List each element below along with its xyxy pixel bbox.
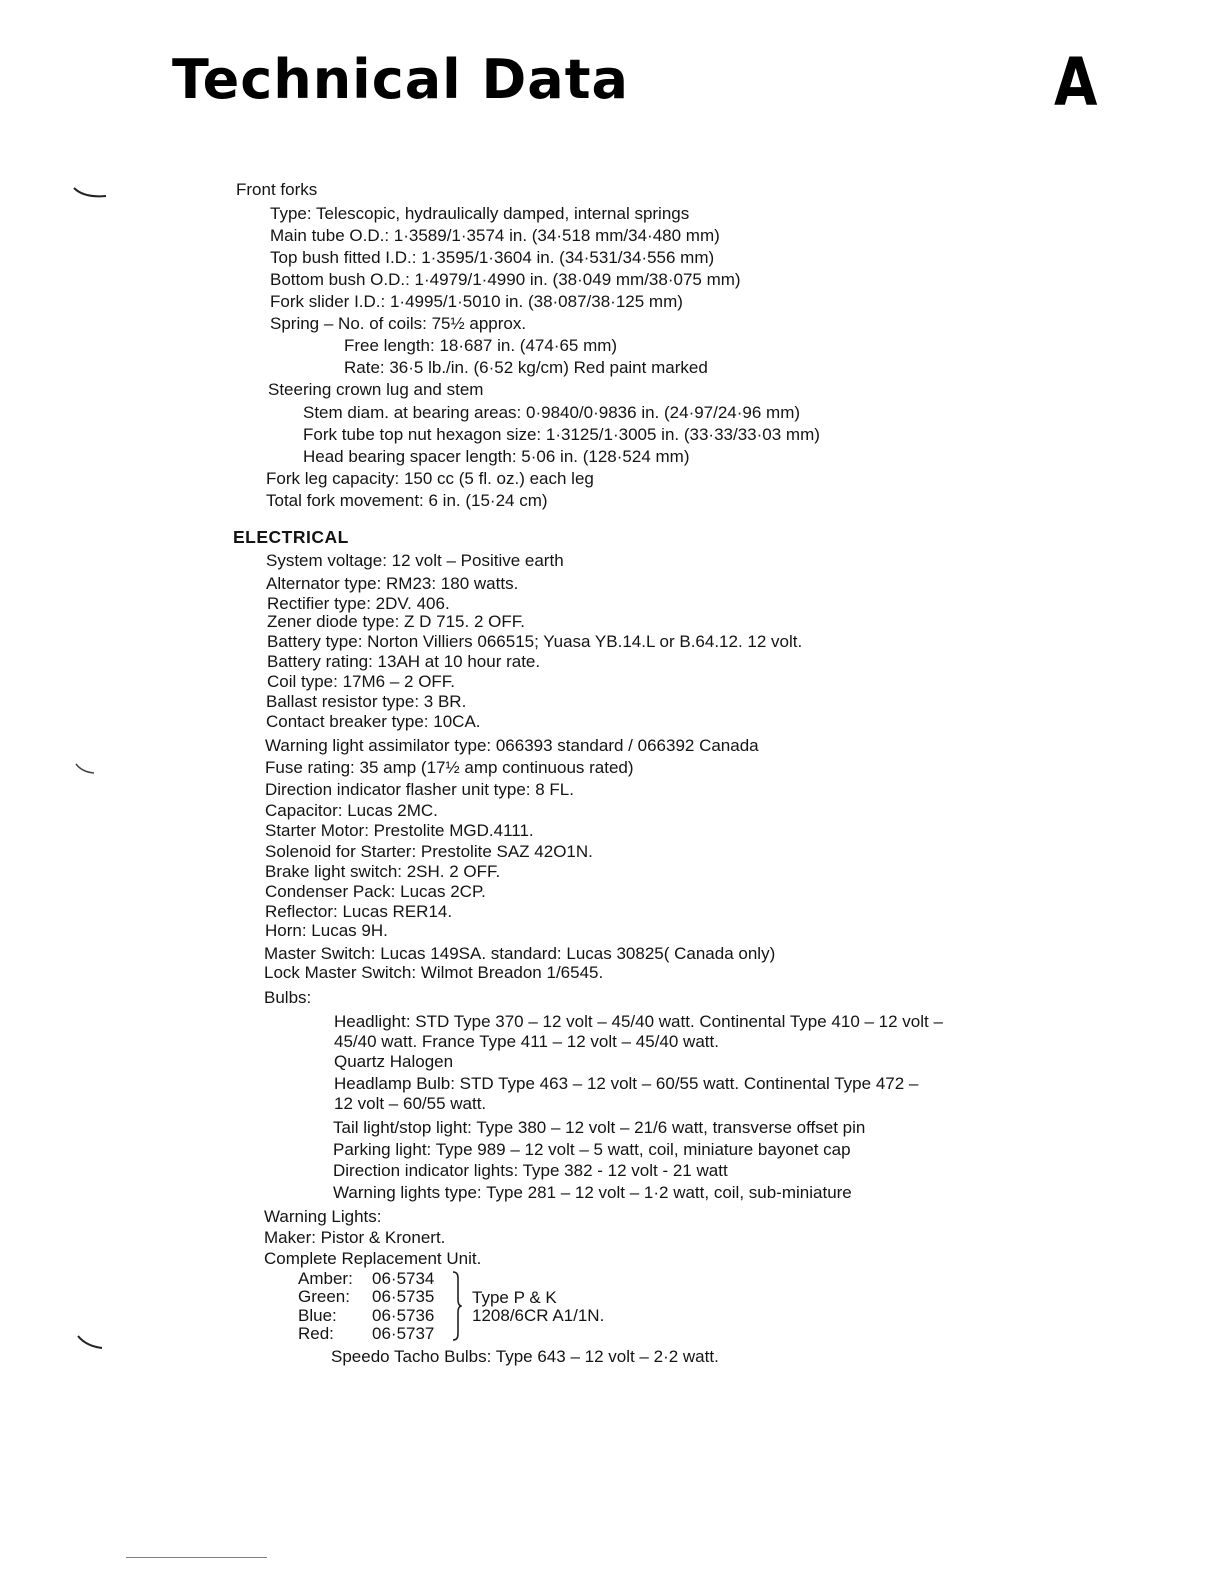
headlight-line-1: Headlight: STD Type 370 – 12 volt – 45/40 watt. Continental Type 410 – 12 volt –	[334, 1012, 943, 1031]
electrical-item: Solenoid for Starter: Prestolite SAZ 42O1N.	[265, 842, 593, 861]
electrical-item: Horn: Lucas 9H.	[265, 921, 388, 940]
type-pk-code: 1208/6CR A1/1N.	[472, 1306, 605, 1325]
colour-code: 06·5736	[372, 1306, 435, 1325]
colour-code: 06·5737	[372, 1324, 435, 1343]
electrical-item: Lock Master Switch: Wilmot Breadon 1/6545.	[264, 963, 604, 982]
stem-diameter: Stem diam. at bearing areas: 0·9840/0·9836 in. (24·97/24·96 mm)	[303, 403, 801, 422]
electrical-item: Ballast resistor type: 3 BR.	[266, 692, 467, 711]
headlight-line-2: 45/40 watt. France Type 411 – 12 volt – 45/40 watt.	[334, 1032, 719, 1051]
headlamp-line-1: Headlamp Bulb: STD Type 463 – 12 volt – 60/55 watt. Continental Type 472 –	[334, 1074, 919, 1093]
electrical-item: Capacitor: Lucas 2MC.	[265, 801, 438, 820]
margin-mark	[72, 186, 108, 202]
colour-label: Red:	[298, 1324, 334, 1343]
electrical-item: System voltage: 12 volt – Positive earth	[266, 551, 564, 570]
warning-lights-type: Warning lights type: Type 281 – 12 volt – 1·2 watt, coil, sub-miniature	[333, 1183, 852, 1202]
colour-label: Amber:	[298, 1269, 353, 1288]
electrical-item: Fuse rating: 35 amp (17½ amp continuous rated)	[265, 758, 634, 777]
bottom-bush-od: Bottom bush O.D.: 1·4979/1·4990 in. (38·049 mm/38·075 mm)	[270, 270, 741, 289]
tail-light: Tail light/stop light: Type 380 – 12 volt – 21/6 watt, transverse offset pin	[333, 1118, 866, 1137]
fork-leg-capacity: Fork leg capacity: 150 cc (5 fl. oz.) each leg	[266, 469, 594, 488]
quartz-halogen: Quartz Halogen	[334, 1052, 454, 1071]
electrical-item: Reflector: Lucas RER14.	[265, 902, 453, 921]
footer-rule	[126, 1557, 267, 1558]
spring-free-length: Free length: 18·687 in. (474·65 mm)	[344, 336, 618, 355]
type-pk: Type P & K	[472, 1288, 557, 1307]
fork-type: Type: Telescopic, hydraulically damped, internal springs	[270, 204, 690, 223]
colour-label: Green:	[298, 1287, 350, 1306]
electrical-item: Direction indicator flasher unit type: 8 FL.	[265, 780, 574, 799]
replacement-unit: Complete Replacement Unit.	[264, 1249, 482, 1268]
page-title: Technical Data	[172, 48, 629, 111]
front-forks-heading: Front forks	[236, 180, 318, 199]
fork-movement: Total fork movement: 6 in. (15·24 cm)	[266, 491, 548, 510]
direction-indicator-lights: Direction indicator lights: Type 382 - 12 volt - 21 watt	[333, 1161, 728, 1180]
bulbs-heading: Bulbs:	[264, 988, 312, 1007]
warning-lights-maker: Maker: Pistor & Kronert.	[264, 1228, 446, 1247]
electrical-item: Coil type: 17M6 – 2 OFF.	[267, 672, 456, 691]
colour-code: 06·5735	[372, 1287, 435, 1306]
electrical-item: Condenser Pack: Lucas 2CP.	[265, 882, 486, 901]
electrical-item: Starter Motor: Prestolite MGD.4111.	[265, 821, 534, 840]
spacer-length: Head bearing spacer length: 5·06 in. (128·524 mm)	[303, 447, 690, 466]
spring-rate: Rate: 36·5 lb./in. (6·52 kg/cm) Red paint marked	[344, 358, 708, 377]
warning-lights-heading: Warning Lights:	[264, 1207, 382, 1226]
fork-slider-id: Fork slider I.D.: 1·4995/1·5010 in. (38·087/38·125 mm)	[270, 292, 683, 311]
headlamp-line-2: 12 volt – 60/55 watt.	[334, 1094, 487, 1113]
top-nut-size: Fork tube top nut hexagon size: 1·3125/1·3005 in. (33·33/33·03 mm)	[303, 425, 820, 444]
electrical-item: Master Switch: Lucas 149SA. standard: Lucas 30825( Canada only)	[264, 944, 776, 963]
electrical-heading: ELECTRICAL	[233, 527, 349, 547]
electrical-item: Battery rating: 13AH at 10 hour rate.	[267, 652, 541, 671]
electrical-item: Alternator type: RM23: 180 watts.	[266, 574, 519, 593]
electrical-item: Rectifier type: 2DV. 406.	[267, 594, 450, 613]
speedo-tacho-bulbs: Speedo Tacho Bulbs: Type 643 – 12 volt – 2·2 watt.	[331, 1347, 719, 1366]
margin-mark	[74, 762, 96, 776]
section-letter: A	[1054, 44, 1098, 121]
colour-label: Blue:	[298, 1306, 337, 1325]
electrical-item: Contact breaker type: 10CA.	[266, 712, 481, 731]
steering-heading: Steering crown lug and stem	[268, 380, 484, 399]
grouping-brace	[450, 1270, 462, 1342]
top-bush-id: Top bush fitted I.D.: 1·3595/1·3604 in. (34·531/34·556 mm)	[270, 248, 715, 267]
electrical-item: Brake light switch: 2SH. 2 OFF.	[265, 862, 501, 881]
electrical-item: Warning light assimilator type: 066393 standard / 066392 Canada	[265, 736, 759, 755]
electrical-item: Zener diode type: Z D 715. 2 OFF.	[267, 612, 525, 631]
parking-light: Parking light: Type 989 – 12 volt – 5 watt, coil, miniature bayonet cap	[333, 1140, 851, 1159]
spring-coils: Spring – No. of coils: 75½ approx.	[270, 314, 527, 333]
colour-code: 06·5734	[372, 1269, 435, 1288]
main-tube-od: Main tube O.D.: 1·3589/1·3574 in. (34·518 mm/34·480 mm)	[270, 226, 720, 245]
margin-mark	[76, 1334, 104, 1352]
electrical-item: Battery type: Norton Villiers 066515; Yuasa YB.14.L or B.64.12. 12 volt.	[267, 632, 803, 651]
